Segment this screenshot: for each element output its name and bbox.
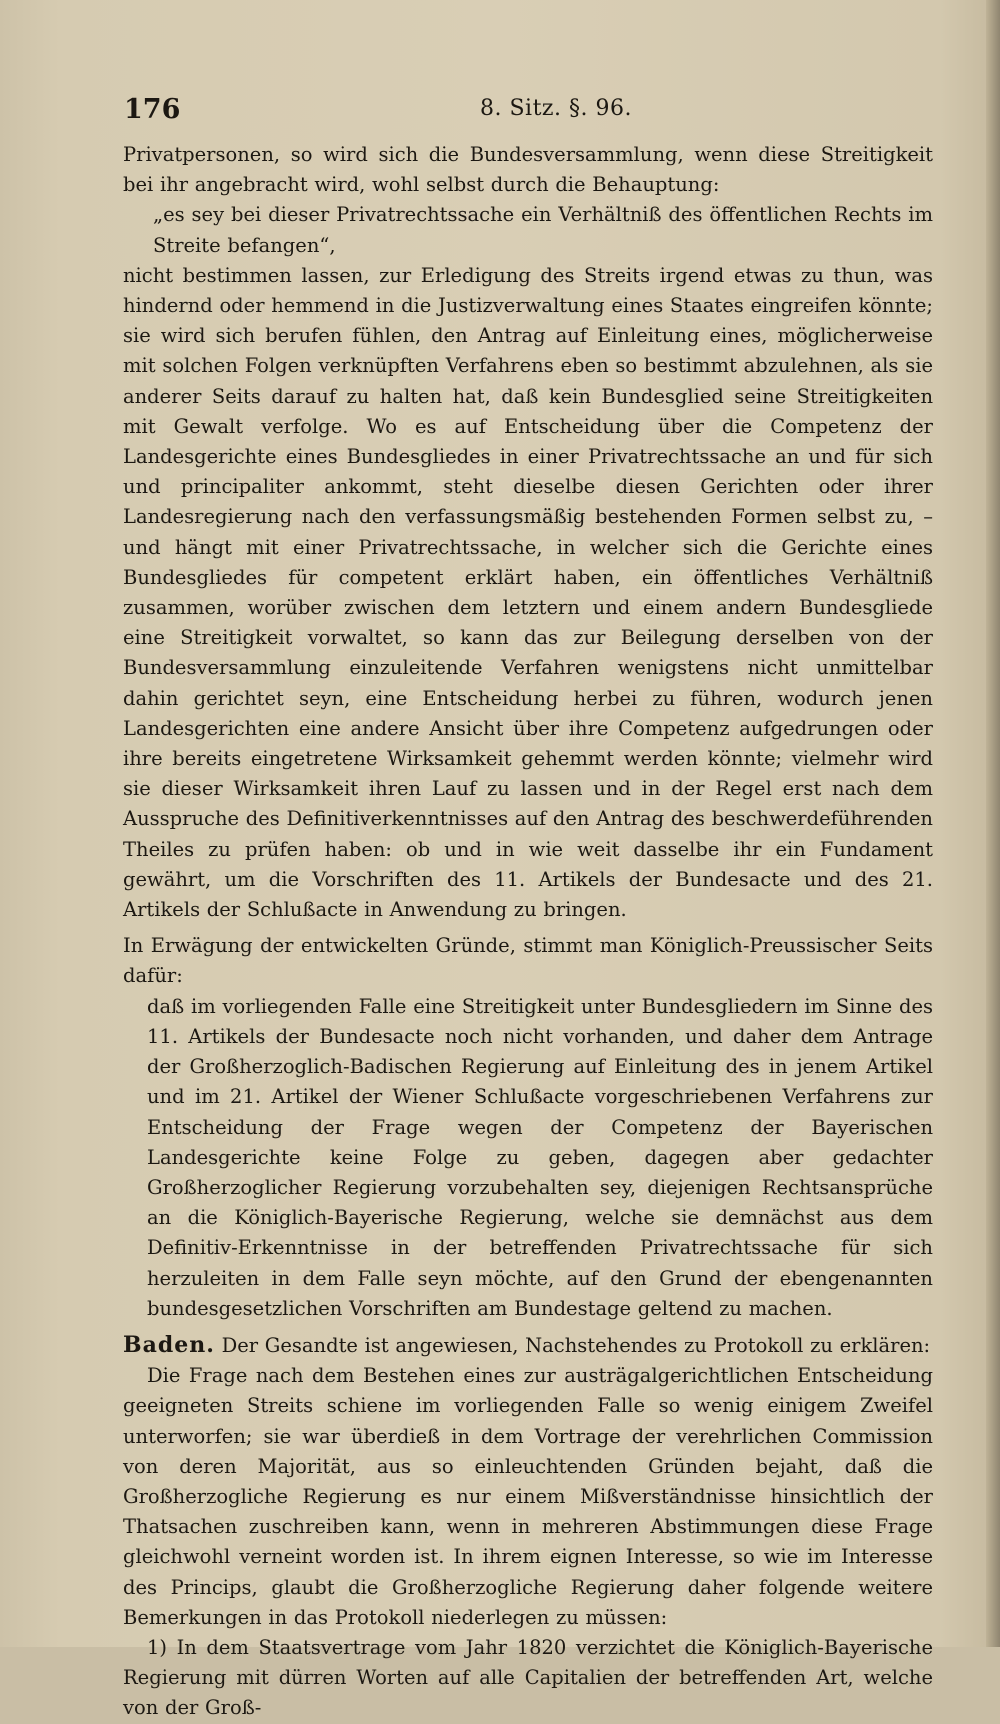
prussian-vote-block: [123, 931, 933, 1324]
page-header: [120, 88, 950, 128]
paragraph-5: 1) In dem Staatsvertrage vom Jahr 1820 verzichtet die Königlich-Bayerische Regierung mit dürren Worten auf alle Capitalien der betreffenden Art, welche von der Groß-: [123, 1635, 933, 1720]
body-text: [123, 140, 933, 1724]
baden-intro: Der Gesandte ist angewiesen, Nachstehendes zu Protokoll zu erklären:: [221, 1333, 931, 1357]
paragraph-1: Privatpersonen, so wird sich die Bundesversammlung, wenn diese Streitigkeit bei ihr angebracht wird, wohl selbst durch die Behauptung:: [123, 143, 933, 197]
prussian-vote-body: daß im vorliegenden Falle eine Streitigkeit unter Bundesgliedern im Sinne des 11. Artikels der Bundesacte noch nicht vorhanden, und daher dem Antrage der Großherzoglich-Badischen Regierung auf Einleitung des in jenem Artikel und im 21. Artikel der Wiener Schlußacte vorgeschriebenen Verfahrens zur Entscheidung der Frage wegen der Competenz der Bayerischen Landesgerichte keine Folge zu geben, dagegen aber gedachter Großherzoglicher Regierung vorzubehalten sey, diejenigen Rechtsansprüche an die Königlich-Bayerische Regierung, welche sie demnächst aus dem Definitiv-Erkenntnisse in der betreffenden Privatrechtssache für sich herzuleiten in dem Falle seyn möchte, auf den Grund der ebengenannten bundesgesetzlichen Vorschriften am Bundestage geltend zu machen.: [147, 994, 933, 1320]
baden-label: Baden.: [123, 1331, 215, 1358]
book-edge-shadow: [986, 0, 1000, 1647]
paragraph-2: nicht bestimmen lassen, zur Erledigung des Streits irgend etwas zu thun, was hindernd oder hemmend in die Justizverwaltung eines Staates eingreifen könnte; sie wird sich berufen fühlen, den Antrag auf Einleitung eines, möglicherweise mit solchen Folgen verknüpften Verfahrens eben so bestimmt abzulehnen, als sie anderer Seits darauf zu halten hat, daß kein Bundesglied seine Streitigkeiten mit Gewalt verfolge. Wo es auf Entscheidung über die Competenz der Landesgerichte eines Bundesgliedes in einer Privatrechtssache an und für sich und principaliter ankommt, steht dieselbe diesen Gerichten oder ihrer Landesregierung nach den verfassungsmäßig bestehenden Formen selbst zu, – und hängt mit einer Privatrechtssache, in welcher sich die Gerichte eines Bundesgliedes für competent erklärt haben, ein öffentliches Verhältniß zusammen, worüber zwischen dem letztern und einem andern Bundesgliede eine Streitigkeit vorwaltet, so kann das zur Beilegung derselben von der Bundesversammlung einzuleitende Verfahren wenigstens nicht unmittelbar dahin gerichtet seyn, eine Entscheidung herbei zu führen, wodurch jenen Landesgerichten eine andere Ansicht über ihre Competenz aufgedrungen oder ihre bereits eingetretene Wirksamkeit gehemmt werden könnte; vielmehr wird sie dieser Wirksamkeit ihren Lauf zu lassen und in der Regel erst nach dem Ausspruche des Definitiverkenntnisses auf den Antrag des beschwerdeführenden Theiles zu prüfen haben: ob und in wie weit dasselbe ihr ein Fundament gewährt, um die Vorschriften des 11. Artikels der Bundesacte und des 21. Artikels der Schlußacte in Anwendung zu bringen.: [123, 263, 933, 922]
quoted-assertion: „es sey bei dieser Privatrechtssache ein Verhältniß des öffentlichen Rechts im Streite befangen“,: [153, 203, 933, 257]
baden-heading-line: [123, 1330, 933, 1361]
page-number: 176: [124, 94, 181, 125]
prussian-vote-intro: In Erwägung der entwickelten Gründe, stimmt man Königlich-Preussischer Seits dafür:: [123, 934, 933, 988]
paragraph-4: Die Frage nach dem Bestehen eines zur austrägalgerichtlichen Entscheidung geeigneten Streits schiene im vorliegenden Falle so wenig einigem Zweifel unterworfen; sie war überdieß in dem Vortrage der verehrlichen Commission von deren Majorität, aus so einleuchtenden Gründen bejaht, daß die Großherzogliche Regierung es nur einem Mißverständnisse hinsichtlich der Thatsachen zuschreiben kann, wenn in mehreren Abstimmungen diese Frage gleichwohl verneint worden ist. In ihrem eignen Interesse, so wie im Interesse des Princips, glaubt die Großherzogliche Regierung daher folgende weitere Bemerkungen in das Protokoll niederlegen zu müssen:: [123, 1364, 933, 1629]
running-head: 8. Sitz. §. 96.: [480, 96, 632, 121]
